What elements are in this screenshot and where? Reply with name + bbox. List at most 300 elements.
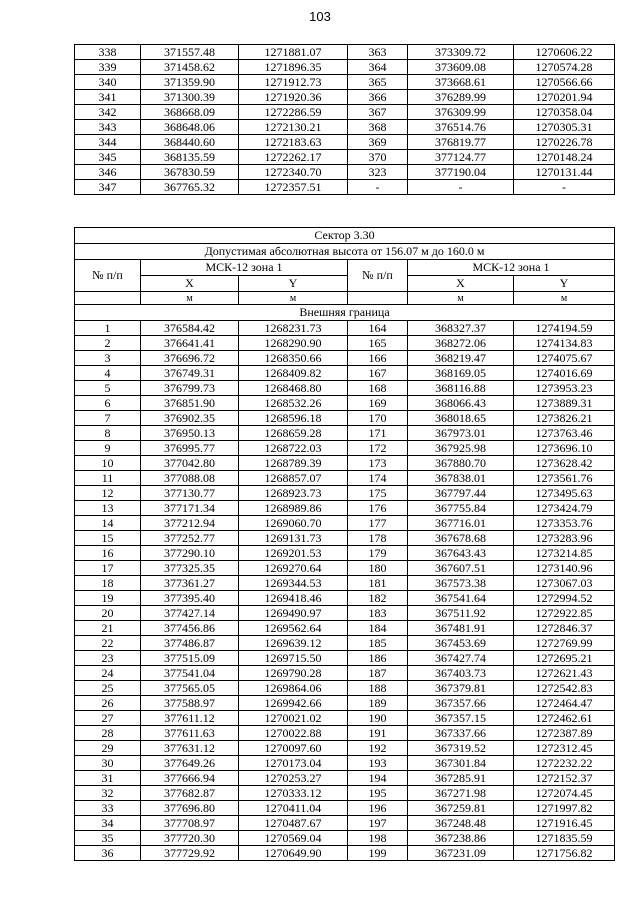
point-number-left-cell: 21 — [75, 621, 141, 636]
point-number-right-cell: 370 — [348, 150, 408, 165]
table-row — [75, 426, 615, 441]
point-number-right-cell: 183 — [348, 606, 408, 621]
table-row — [75, 621, 615, 636]
x-left-cell: 377456.86 — [141, 621, 239, 636]
y-right-cell: 1273953.23 — [514, 381, 615, 396]
table-row — [75, 90, 615, 105]
point-number-right-cell: 195 — [348, 786, 408, 801]
y-right-cell: 1272922.85 — [514, 606, 615, 621]
x-right-cell: 367541.64 — [408, 591, 514, 606]
header-x-right: X — [408, 276, 514, 292]
table-row — [75, 381, 615, 396]
y-right-cell: 1270148.24 — [514, 150, 615, 165]
table-row — [75, 516, 615, 531]
x-right-cell: 367716.01 — [408, 516, 514, 531]
units-blank-left — [75, 292, 141, 305]
point-number-left-cell: 341 — [75, 90, 141, 105]
point-number-left-cell: 1 — [75, 321, 141, 336]
x-right-cell: 367573.38 — [408, 576, 514, 591]
point-number-right-cell: 191 — [348, 726, 408, 741]
table-row — [75, 456, 615, 471]
y-right-cell: 1274075.67 — [514, 351, 615, 366]
point-number-left-cell: 338 — [75, 45, 141, 60]
point-number-right-cell: 170 — [348, 411, 408, 426]
x-right-cell: 376289.99 — [408, 90, 514, 105]
y-left-cell: 1271881.07 — [239, 45, 348, 60]
y-left-cell: 1270097.60 — [239, 741, 348, 756]
x-left-cell: 377720.30 — [141, 831, 239, 846]
x-left-cell: 376584.42 — [141, 321, 239, 336]
point-number-right-cell: 175 — [348, 486, 408, 501]
x-left-cell: 377611.63 — [141, 726, 239, 741]
table-row — [75, 135, 615, 150]
x-left-cell: 377565.05 — [141, 681, 239, 696]
y-left-cell: 1268350.66 — [239, 351, 348, 366]
y-right-cell: 1273495.63 — [514, 486, 615, 501]
y-left-cell: 1269344.53 — [239, 576, 348, 591]
table-row — [75, 786, 615, 801]
x-right-cell: 367231.09 — [408, 846, 514, 861]
y-left-cell: 1272286.59 — [239, 105, 348, 120]
x-left-cell: 377290.10 — [141, 546, 239, 561]
x-right-cell: 367925.98 — [408, 441, 514, 456]
y-right-cell: 1272846.37 — [514, 621, 615, 636]
y-right-cell: 1270358.04 — [514, 105, 615, 120]
point-number-right-cell: 177 — [348, 516, 408, 531]
table-row — [75, 576, 615, 591]
point-number-right-cell: 166 — [348, 351, 408, 366]
y-right-cell: - — [514, 180, 615, 195]
y-left-cell: 1271920.36 — [239, 90, 348, 105]
x-left-cell: 377088.08 — [141, 471, 239, 486]
point-number-left-cell: 22 — [75, 636, 141, 651]
point-number-left-cell: 345 — [75, 150, 141, 165]
table-row — [75, 105, 615, 120]
x-left-cell: 367830.59 — [141, 165, 239, 180]
x-right-cell: 367453.69 — [408, 636, 514, 651]
point-number-right-cell: 181 — [348, 576, 408, 591]
table-row — [75, 441, 615, 456]
header-y-left: Y — [239, 276, 348, 292]
y-left-cell: 1270649.90 — [239, 846, 348, 861]
table-row — [75, 606, 615, 621]
y-right-cell: 1274134.83 — [514, 336, 615, 351]
point-number-right-cell: 167 — [348, 366, 408, 381]
y-left-cell: 1268409.82 — [239, 366, 348, 381]
point-number-right-cell: 180 — [348, 561, 408, 576]
point-number-right-cell: 165 — [348, 336, 408, 351]
point-number-right-cell: 365 — [348, 75, 408, 90]
unit-y-right: м — [514, 292, 615, 305]
y-right-cell: 1273353.76 — [514, 516, 615, 531]
y-right-cell: 1273214.85 — [514, 546, 615, 561]
x-left-cell: 368668.09 — [141, 105, 239, 120]
y-right-cell: 1271835.59 — [514, 831, 615, 846]
section-outer-boundary: Внешняя граница — [75, 305, 615, 321]
x-right-cell: 367357.66 — [408, 696, 514, 711]
x-right-cell: 367238.86 — [408, 831, 514, 846]
x-left-cell: 368440.60 — [141, 135, 239, 150]
point-number-left-cell: 6 — [75, 396, 141, 411]
y-right-cell: 1273424.79 — [514, 501, 615, 516]
table-row — [75, 351, 615, 366]
y-right-cell: 1270201.94 — [514, 90, 615, 105]
unit-x-left: м — [141, 292, 239, 305]
point-number-left-cell: 8 — [75, 426, 141, 441]
table-row — [75, 726, 615, 741]
point-number-right-cell: 369 — [348, 135, 408, 150]
point-number-right-cell: 197 — [348, 816, 408, 831]
x-left-cell: 376799.73 — [141, 381, 239, 396]
y-left-cell: 1269060.70 — [239, 516, 348, 531]
x-right-cell: 367271.98 — [408, 786, 514, 801]
point-number-left-cell: 27 — [75, 711, 141, 726]
x-right-cell: 373309.72 — [408, 45, 514, 60]
point-number-left-cell: 25 — [75, 681, 141, 696]
point-number-left-cell: 340 — [75, 75, 141, 90]
point-number-left-cell: 339 — [75, 60, 141, 75]
sector-coordinates-table — [74, 227, 615, 861]
point-number-right-cell: 367 — [348, 105, 408, 120]
point-number-right-cell: 189 — [348, 696, 408, 711]
unit-x-right: м — [408, 292, 514, 305]
point-number-left-cell: 32 — [75, 786, 141, 801]
y-left-cell: 1268532.26 — [239, 396, 348, 411]
x-right-cell: 367643.43 — [408, 546, 514, 561]
table-row — [75, 666, 615, 681]
y-left-cell: 1270022.88 — [239, 726, 348, 741]
table-row — [75, 120, 615, 135]
table-row — [75, 396, 615, 411]
point-number-right-cell: 323 — [348, 165, 408, 180]
point-number-left-cell: 34 — [75, 816, 141, 831]
y-left-cell: 1270487.67 — [239, 816, 348, 831]
point-number-left-cell: 18 — [75, 576, 141, 591]
table-row — [75, 546, 615, 561]
y-left-cell: 1268722.03 — [239, 441, 348, 456]
y-left-cell: 1269201.53 — [239, 546, 348, 561]
x-right-cell: 367678.68 — [408, 531, 514, 546]
y-left-cell: 1268789.39 — [239, 456, 348, 471]
point-number-right-cell: 174 — [348, 471, 408, 486]
x-left-cell: 377486.87 — [141, 636, 239, 651]
table-row — [75, 75, 615, 90]
x-left-cell: 377649.26 — [141, 756, 239, 771]
point-number-left-cell: 2 — [75, 336, 141, 351]
y-left-cell: 1268857.07 — [239, 471, 348, 486]
table-row — [75, 150, 615, 165]
x-right-cell: 373668.61 — [408, 75, 514, 90]
x-right-cell: 367755.84 — [408, 501, 514, 516]
y-right-cell: 1272152.37 — [514, 771, 615, 786]
y-left-cell: 1268923.73 — [239, 486, 348, 501]
table-row — [75, 321, 615, 336]
x-right-cell: 367301.84 — [408, 756, 514, 771]
x-left-cell: 368135.59 — [141, 150, 239, 165]
point-number-left-cell: 10 — [75, 456, 141, 471]
y-left-cell: 1270333.12 — [239, 786, 348, 801]
x-right-cell: 367427.74 — [408, 651, 514, 666]
point-number-right-cell: 190 — [348, 711, 408, 726]
y-right-cell: 1272994.52 — [514, 591, 615, 606]
sector-altitude-subtitle: Допустимая абсолютная высота от 156.07 м до 160.0 м — [75, 244, 615, 260]
point-number-right-cell: 182 — [348, 591, 408, 606]
table-row — [75, 741, 615, 756]
point-number-left-cell: 23 — [75, 651, 141, 666]
y-right-cell: 1270131.44 — [514, 165, 615, 180]
point-number-right-cell: 185 — [348, 636, 408, 651]
x-left-cell: 377042.80 — [141, 456, 239, 471]
y-right-cell: 1273696.10 — [514, 441, 615, 456]
y-left-cell: 1271912.73 — [239, 75, 348, 90]
x-right-cell: 377190.04 — [408, 165, 514, 180]
point-number-right-cell: 179 — [348, 546, 408, 561]
x-left-cell: 376995.77 — [141, 441, 239, 456]
table-row — [75, 336, 615, 351]
x-left-cell: 377729.92 — [141, 846, 239, 861]
y-left-cell: 1272130.21 — [239, 120, 348, 135]
point-number-left-cell: 344 — [75, 135, 141, 150]
x-left-cell: 377252.77 — [141, 531, 239, 546]
point-number-left-cell: 7 — [75, 411, 141, 426]
table-row — [75, 651, 615, 666]
point-number-left-cell: 29 — [75, 741, 141, 756]
point-number-left-cell: 26 — [75, 696, 141, 711]
point-number-right-cell: 164 — [348, 321, 408, 336]
y-left-cell: 1268290.90 — [239, 336, 348, 351]
x-right-cell: 367607.51 — [408, 561, 514, 576]
point-number-left-cell: 14 — [75, 516, 141, 531]
x-left-cell: 377631.12 — [141, 741, 239, 756]
table-row — [75, 846, 615, 861]
x-left-cell: 377611.12 — [141, 711, 239, 726]
y-right-cell: 1272464.47 — [514, 696, 615, 711]
point-number-right-cell: 368 — [348, 120, 408, 135]
point-number-left-cell: 12 — [75, 486, 141, 501]
point-number-left-cell: 3 — [75, 351, 141, 366]
x-left-cell: 376749.31 — [141, 366, 239, 381]
header-x-left: X — [141, 276, 239, 292]
x-left-cell: 377541.04 — [141, 666, 239, 681]
point-number-right-cell: 176 — [348, 501, 408, 516]
x-right-cell: 377124.77 — [408, 150, 514, 165]
y-left-cell: 1268989.86 — [239, 501, 348, 516]
y-left-cell: 1269131.73 — [239, 531, 348, 546]
x-left-cell: 377515.09 — [141, 651, 239, 666]
y-right-cell: 1271997.82 — [514, 801, 615, 816]
header-number-left: № п/п — [75, 260, 141, 292]
table-row — [75, 531, 615, 546]
y-left-cell: 1270411.04 — [239, 801, 348, 816]
table-row — [75, 60, 615, 75]
point-number-right-cell: 199 — [348, 846, 408, 861]
y-left-cell: 1269715.50 — [239, 651, 348, 666]
point-number-right-cell: 193 — [348, 756, 408, 771]
x-left-cell: 371458.62 — [141, 60, 239, 75]
y-right-cell: 1270574.28 — [514, 60, 615, 75]
table-row — [75, 180, 615, 195]
table-row — [75, 831, 615, 846]
point-number-right-cell: 169 — [348, 396, 408, 411]
x-left-cell: 376641.41 — [141, 336, 239, 351]
coordinates-table-continuation — [74, 44, 615, 195]
x-right-cell: 373609.08 — [408, 60, 514, 75]
table-row — [75, 501, 615, 516]
header-y-right: Y — [514, 276, 615, 292]
y-right-cell: 1272769.99 — [514, 636, 615, 651]
y-right-cell: 1270566.66 — [514, 75, 615, 90]
sector-title: Сектор 3.30 — [75, 228, 615, 244]
x-left-cell: 376851.90 — [141, 396, 239, 411]
point-number-left-cell: 347 — [75, 180, 141, 195]
x-left-cell: 371557.48 — [141, 45, 239, 60]
units-blank-right — [348, 292, 408, 305]
x-right-cell: 376514.76 — [408, 120, 514, 135]
x-left-cell: 376950.13 — [141, 426, 239, 441]
table-row — [75, 366, 615, 381]
x-right-cell: 367880.70 — [408, 456, 514, 471]
x-right-cell: 367797.44 — [408, 486, 514, 501]
y-left-cell: 1269790.28 — [239, 666, 348, 681]
x-right-cell: 368327.37 — [408, 321, 514, 336]
table-row — [75, 696, 615, 711]
point-number-right-cell: 192 — [348, 741, 408, 756]
x-right-cell: 367838.01 — [408, 471, 514, 486]
table-row — [75, 816, 615, 831]
x-right-cell: 367248.48 — [408, 816, 514, 831]
y-left-cell: 1269490.97 — [239, 606, 348, 621]
point-number-right-cell: 171 — [348, 426, 408, 441]
point-number-left-cell: 36 — [75, 846, 141, 861]
x-right-cell: 367357.15 — [408, 711, 514, 726]
y-left-cell: 1268468.80 — [239, 381, 348, 396]
y-right-cell: 1273889.31 — [514, 396, 615, 411]
point-number-left-cell: 346 — [75, 165, 141, 180]
point-number-left-cell: 11 — [75, 471, 141, 486]
y-right-cell: 1273826.21 — [514, 411, 615, 426]
y-left-cell: 1272183.63 — [239, 135, 348, 150]
y-left-cell: 1270253.27 — [239, 771, 348, 786]
x-right-cell: 367259.81 — [408, 801, 514, 816]
y-right-cell: 1273140.96 — [514, 561, 615, 576]
x-left-cell: 377325.35 — [141, 561, 239, 576]
table-row — [75, 471, 615, 486]
table-row — [75, 486, 615, 501]
table-row — [75, 771, 615, 786]
x-right-cell: 367379.81 — [408, 681, 514, 696]
coordinates-table-body — [75, 45, 615, 195]
table-row — [75, 681, 615, 696]
point-number-left-cell: 31 — [75, 771, 141, 786]
point-number-right-cell: 187 — [348, 666, 408, 681]
point-number-left-cell: 30 — [75, 756, 141, 771]
point-number-left-cell: 35 — [75, 831, 141, 846]
table-row — [75, 801, 615, 816]
header-msk-left: МСК-12 зона 1 — [141, 260, 348, 276]
x-left-cell: 377588.97 — [141, 696, 239, 711]
x-left-cell: 376696.72 — [141, 351, 239, 366]
y-right-cell: 1274194.59 — [514, 321, 615, 336]
point-number-right-cell: 188 — [348, 681, 408, 696]
x-right-cell: 368066.43 — [408, 396, 514, 411]
y-right-cell: 1270606.22 — [514, 45, 615, 60]
y-left-cell: 1269270.64 — [239, 561, 348, 576]
table-row — [75, 591, 615, 606]
y-right-cell: 1272695.21 — [514, 651, 615, 666]
y-left-cell: 1272262.17 — [239, 150, 348, 165]
x-right-cell: 368116.88 — [408, 381, 514, 396]
table-row — [75, 165, 615, 180]
table-row — [75, 45, 615, 60]
y-right-cell: 1273628.42 — [514, 456, 615, 471]
x-right-cell: 367285.91 — [408, 771, 514, 786]
point-number-right-cell: 184 — [348, 621, 408, 636]
y-left-cell: 1272357.51 — [239, 180, 348, 195]
x-right-cell: 368169.05 — [408, 366, 514, 381]
header-number-right: № п/п — [348, 260, 408, 292]
x-left-cell: 371359.90 — [141, 75, 239, 90]
y-right-cell: 1271916.45 — [514, 816, 615, 831]
y-right-cell: 1270226.78 — [514, 135, 615, 150]
point-number-right-cell: 173 — [348, 456, 408, 471]
point-number-right-cell: 168 — [348, 381, 408, 396]
y-left-cell: 1271896.35 — [239, 60, 348, 75]
point-number-left-cell: 343 — [75, 120, 141, 135]
x-left-cell: 377682.87 — [141, 786, 239, 801]
y-left-cell: 1268596.18 — [239, 411, 348, 426]
page-number: 103 — [309, 9, 331, 24]
x-right-cell: - — [408, 180, 514, 195]
y-right-cell: 1272312.45 — [514, 741, 615, 756]
table-row — [75, 411, 615, 426]
x-left-cell: 377395.40 — [141, 591, 239, 606]
y-right-cell: 1274016.69 — [514, 366, 615, 381]
y-right-cell: 1273763.46 — [514, 426, 615, 441]
x-left-cell: 377427.14 — [141, 606, 239, 621]
x-right-cell: 376819.77 — [408, 135, 514, 150]
point-number-right-cell: 172 — [348, 441, 408, 456]
point-number-left-cell: 13 — [75, 501, 141, 516]
y-right-cell: 1273283.96 — [514, 531, 615, 546]
x-right-cell: 367511.92 — [408, 606, 514, 621]
y-left-cell: 1268231.73 — [239, 321, 348, 336]
point-number-left-cell: 20 — [75, 606, 141, 621]
x-left-cell: 377708.97 — [141, 816, 239, 831]
y-right-cell: 1272232.22 — [514, 756, 615, 771]
y-right-cell: 1272074.45 — [514, 786, 615, 801]
point-number-right-cell: 366 — [348, 90, 408, 105]
point-number-left-cell: 33 — [75, 801, 141, 816]
table-row — [75, 711, 615, 726]
y-right-cell: 1270305.31 — [514, 120, 615, 135]
point-number-right-cell: 363 — [348, 45, 408, 60]
x-left-cell: 371300.39 — [141, 90, 239, 105]
x-left-cell: 377130.77 — [141, 486, 239, 501]
point-number-right-cell: 196 — [348, 801, 408, 816]
point-number-right-cell: 186 — [348, 651, 408, 666]
point-number-left-cell: 17 — [75, 561, 141, 576]
y-right-cell: 1271756.82 — [514, 846, 615, 861]
x-right-cell: 367337.66 — [408, 726, 514, 741]
y-right-cell: 1272621.43 — [514, 666, 615, 681]
y-left-cell: 1269864.06 — [239, 681, 348, 696]
point-number-left-cell: 5 — [75, 381, 141, 396]
x-right-cell: 367481.91 — [408, 621, 514, 636]
point-number-left-cell: 24 — [75, 666, 141, 681]
x-left-cell: 377666.94 — [141, 771, 239, 786]
x-left-cell: 377171.34 — [141, 501, 239, 516]
point-number-right-cell: - — [348, 180, 408, 195]
